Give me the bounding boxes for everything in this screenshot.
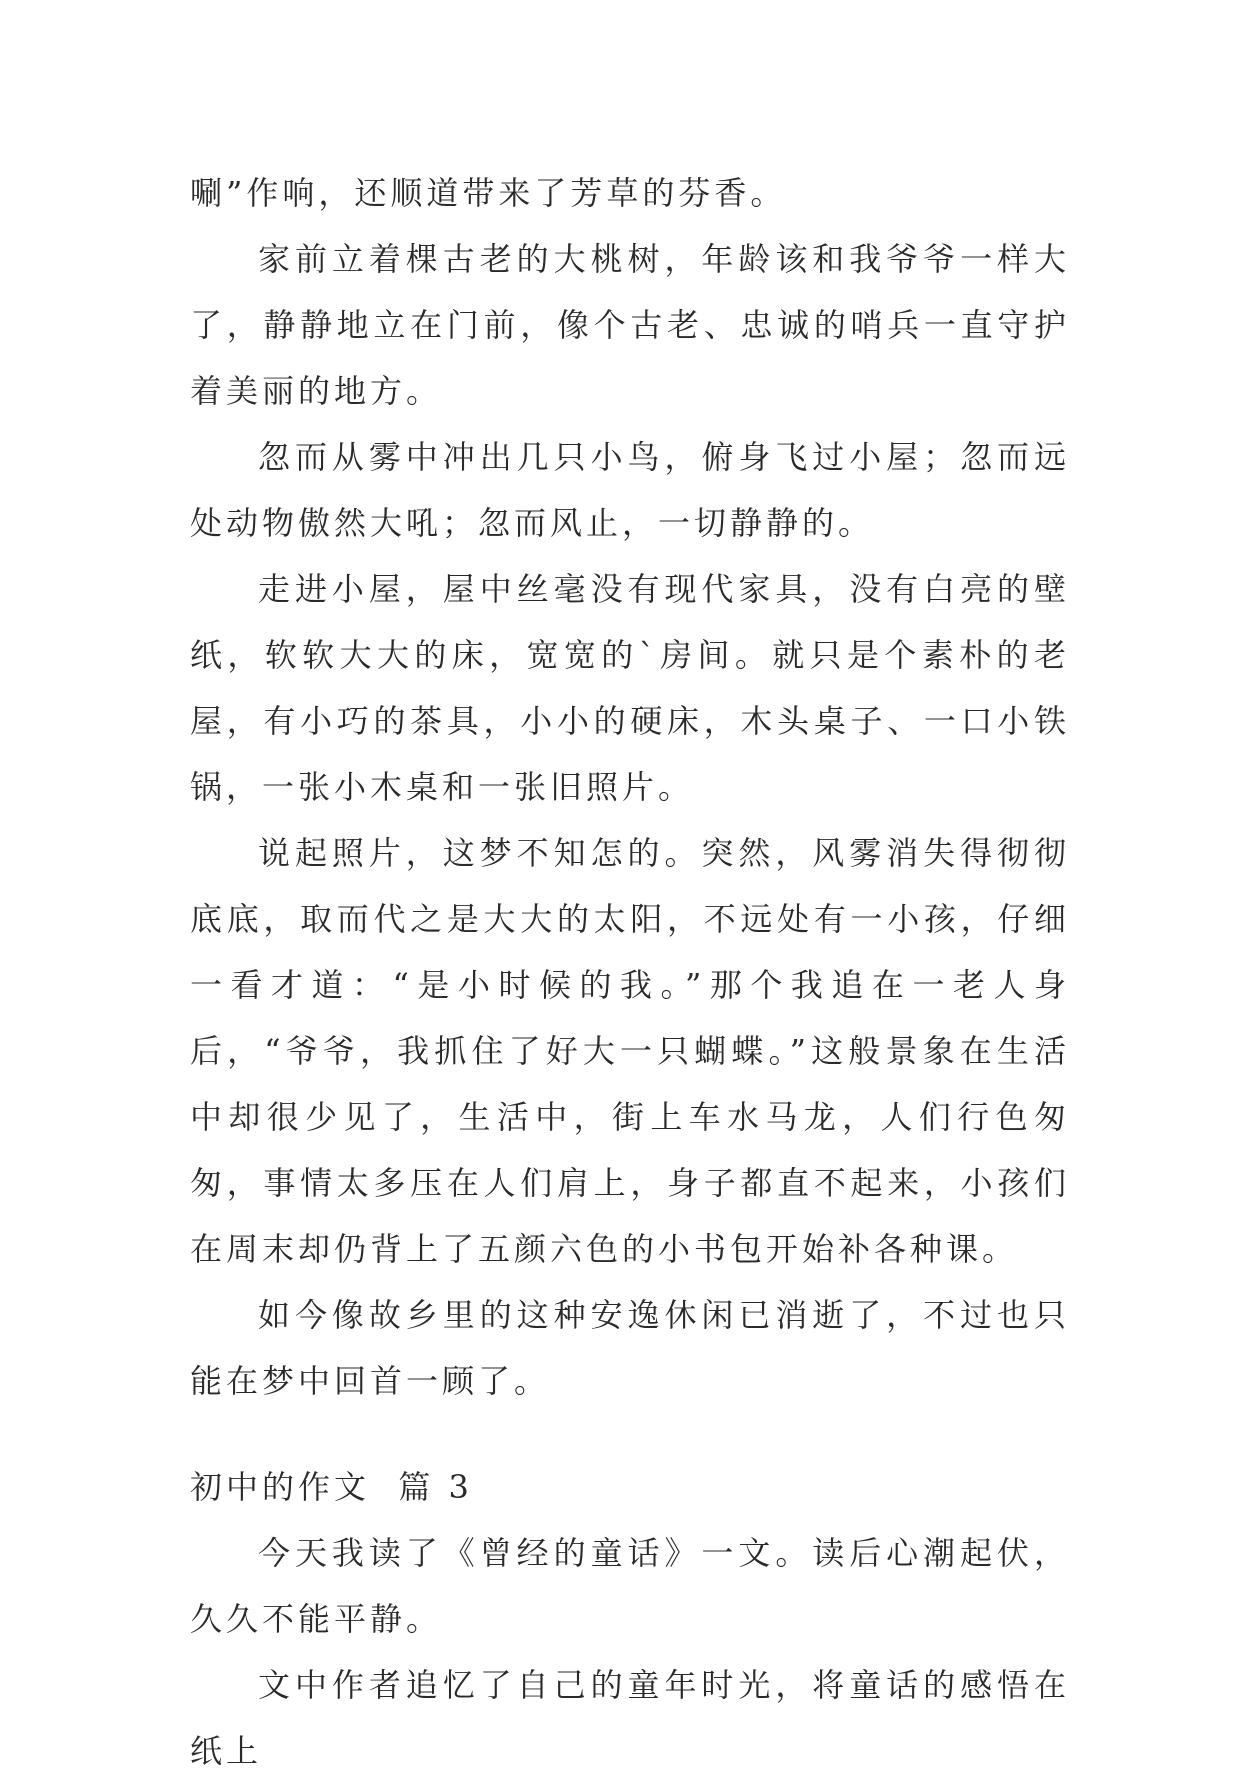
- paragraph: 家前立着棵古老的大桃树，年龄该和我爷爷一样大了，静静地立在门前，像个古老、忠诚的哨兵一直守护着美丽的地方。: [190, 240, 1070, 410]
- paragraph: 说起照片，这梦不知怎的。突然，风雾消失得彻彻底底，取而代之是大大的太阳，不远处有一小孩，仔细一看才道：“是小时候的我。”那个我追在一老人身后，“爷爷，我抓住了好大一只蝴蝶。”这般景象在生活中却很少见了，生活中，街上车水马龙，人们行色匆匆，事情太多压在人们肩上，身子都直不起来，小孩们在周末却仍背上了五颜六色的小书包开始补各种课。: [190, 834, 1070, 1268]
- document-body: [190, 160, 1070, 1784]
- paragraph: 今天我读了《曾经的童话》一文。读后心潮起伏，久久不能平静。: [190, 1534, 1070, 1638]
- paragraph: 如今像故乡里的这种安逸休闲已消逝了，不过也只能在梦中回首一顾了。: [190, 1296, 1070, 1400]
- paragraph: 走进小屋，屋中丝毫没有现代家具，没有白亮的壁纸，软软大大的床，宽宽的`房间。就只是个素朴的老屋，有小巧的茶具，小小的硬床，木头桌子、一口小铁锅，一张小木桌和一张旧照片。: [190, 570, 1070, 806]
- section-heading: 初中的作文 篇 3: [190, 1468, 473, 1506]
- paragraph-continuation: 唰”作响，还顺道带来了芳草的芬香。: [190, 174, 787, 212]
- paragraph: 文中作者追忆了自己的童年时光，将童话的感悟在纸上: [190, 1666, 1070, 1770]
- paragraph: 忽而从雾中冲出几只小鸟，俯身飞过小屋；忽而远处动物傲然大吼；忽而风止，一切静静的。: [190, 438, 1070, 542]
